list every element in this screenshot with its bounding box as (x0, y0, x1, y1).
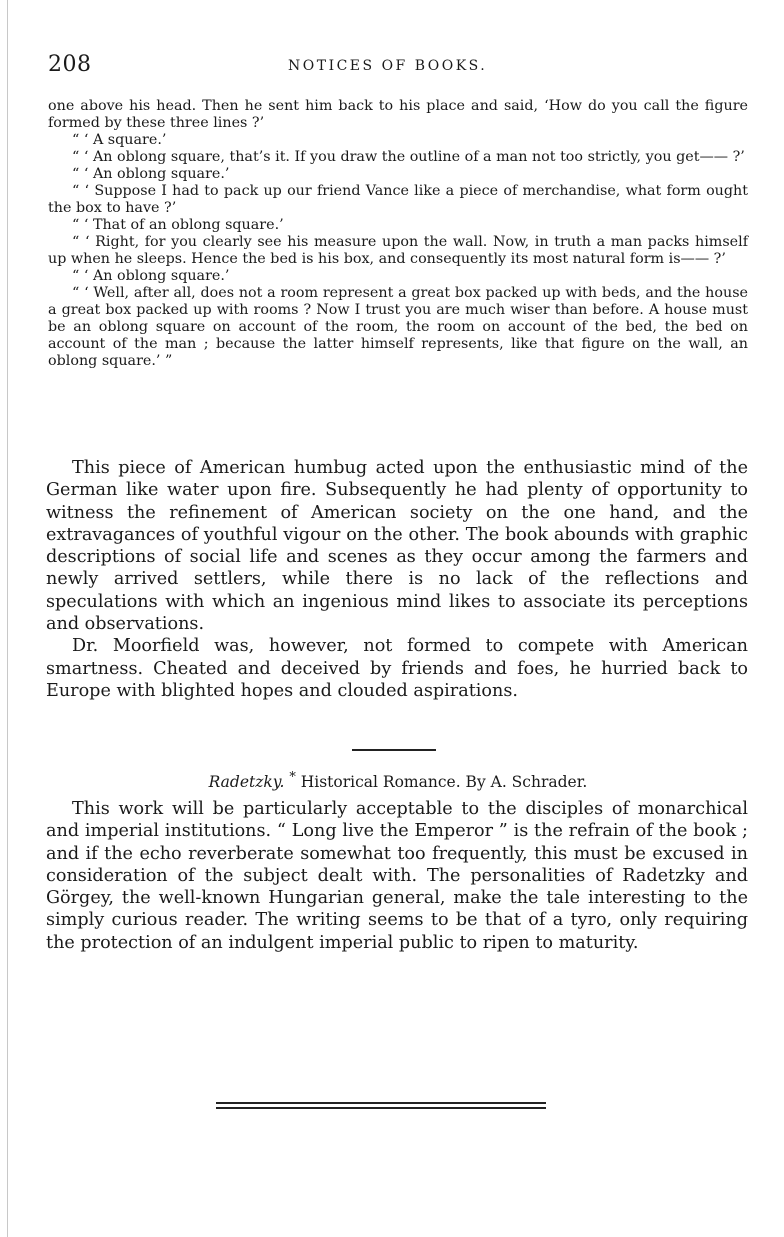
quoted-dialogue (48, 98, 748, 370)
body-paragraph: Dr. Moorfield was, however, not formed to compete with American smartness. Cheated and deceived by friends and foes, he hurried back to Europe with blighted hopes and clouded aspirations. (46, 636, 748, 701)
footnote-marker: * (289, 770, 296, 785)
end-rule (216, 1107, 546, 1109)
review-body-moorfield (46, 457, 748, 702)
quote-line: “ ‘ An oblong square.’ (72, 166, 230, 182)
quote-line: “ ‘ Suppose I had to pack up our friend Vance like a piece of merchandise, what form ought the box to have ?’ (48, 183, 748, 216)
quote-line: “ ‘ An oblong square.’ (72, 268, 230, 284)
quote-line: one above his head. Then he sent him back to his place and said, ‘How do you call the figure formed by these three lines ?’ (48, 98, 748, 131)
quote-line: “ ‘ An oblong square, that’s it. If you draw the outline of a man not too strictly, you get—— ?’ (72, 149, 745, 165)
body-paragraph: This piece of American humbug acted upon the enthusiastic mind of the German like water upon fire. Subsequently he had plenty of opportunity to witness the refinement of American society on the one hand, and the extravagances of youthful vigour on the other. The book abounds with graphic descriptions of social life and scenes as they occur among the farmers and newly arrived settlers, while there is no lack of the reflections and speculations with which an ingenious mind likes to associate its perceptions and observations. (46, 458, 748, 635)
book-description: Historical Romance. By A. Schrader. (295, 773, 588, 792)
running-head: NOTICES OF BOOKS. (288, 58, 488, 74)
page-edge-rule (7, 0, 8, 1237)
quote-line: “ ‘ Well, after all, does not a room represent a great box packed up with beds, and the house a great box packed up with rooms ? Now I trust you are much wiser than before. A house must be an oblong square on account of the room, the room on account of the bed, the bed on account of the man ; because the latter himself represents, like that figure on the wall, an oblong square.’ ” (48, 285, 748, 369)
page-number: 208 (48, 52, 92, 77)
review-body-radetzky (46, 798, 748, 954)
quote-line: “ ‘ That of an oblong square.’ (72, 217, 284, 233)
end-rule (216, 1102, 546, 1104)
body-paragraph: This work will be particularly acceptable to the disciples of monarchical and imperial institutions. “ Long live the Emperor ” is the refrain of the book ; and if the echo reverberate somewhat too frequently, this must be excused in consideration of the subject dealt with. The personalities of Radetzky and Görgey, the well-known Hungarian general, make the tale interesting to the simply curious reader. The writing seems to be that of a tyro, only requiring the protection of an indulgent imperial public to ripen to maturity. (46, 799, 748, 953)
quote-line: “ ‘ Right, for you clearly see his measure upon the wall. Now, in truth a man packs himself up when he sleeps. Hence the bed is his box, and consequently its most natural form is—— ?’ (48, 234, 748, 267)
quote-line: “ ‘ A square.’ (72, 132, 167, 148)
page-header (48, 52, 748, 84)
book-title: Radetzky. (208, 773, 285, 792)
notice-title (48, 770, 748, 791)
section-separator (352, 749, 436, 751)
